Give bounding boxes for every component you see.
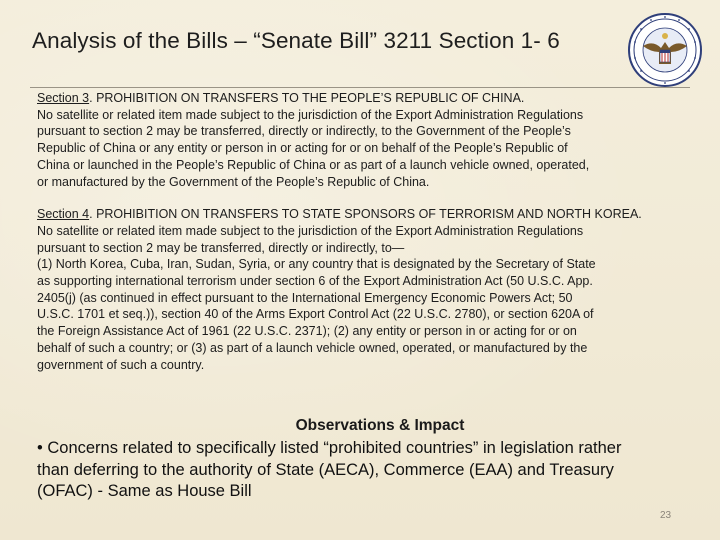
section-4-line: No satellite or related item made subject to the jurisdiction of the Export Administration Regulations bbox=[37, 223, 584, 238]
seal-icon bbox=[627, 12, 703, 88]
page-number: 23 bbox=[660, 510, 672, 521]
section-4-line: the Foreign Assistance Act of 1961 (22 U.S.C. 2371); (2) any entity or person in or acting for or on bbox=[37, 324, 577, 339]
page-title: Analysis of the Bills – “Senate Bill” 3211 Section 1- 6 bbox=[32, 28, 560, 53]
section-4-line: government of such a country. bbox=[37, 357, 205, 372]
observation-line: (OFAC) - Same as House Bill bbox=[37, 482, 252, 500]
section-3-line: China or launched in the People’s Republic of China or as part of a launch vehicle owned, operated, bbox=[37, 157, 590, 172]
observations-text bbox=[37, 438, 697, 503]
section-4 bbox=[37, 206, 697, 373]
section-3 bbox=[37, 90, 697, 190]
section-4-line: pursuant to section 2 may be transferred, directly or indirectly, to— bbox=[37, 240, 405, 255]
observation-line: • Concerns related to specifically listed “prohibited countries” in legislation rather bbox=[37, 439, 622, 457]
section-3-title: . PROHIBITION ON TRANSFERS TO THE PEOPLE’S REPUBLIC OF CHINA. bbox=[89, 91, 525, 105]
section-4-label: Section 4 bbox=[37, 207, 90, 222]
section-4-line: behalf of such a country; or (3) as part of a launch vehicle owned, operated, or manufactured by the bbox=[37, 340, 588, 355]
title-divider bbox=[30, 87, 690, 88]
observation-line: than deferring to the authority of State (AECA), Commerce (EAA) and Treasury bbox=[37, 460, 614, 479]
section-3-line: Republic of China or any entity or person in or acting for or on behalf of the People’s Republic of bbox=[37, 141, 568, 156]
section-3-line: pursuant to section 2 may be transferred, directly or indirectly, to the Government of the People’s bbox=[37, 124, 571, 139]
section-4-line: (1) North Korea, Cuba, Iran, Sudan, Syria, or any country that is designated by the Secretary of State bbox=[37, 257, 596, 272]
section-3-line: No satellite or related item made subject to the jurisdiction of the Export Administration Regulations bbox=[37, 107, 584, 122]
section-3-line: or manufactured by the Government of the People’s Republic of China. bbox=[37, 174, 430, 189]
section-4-line: 2405(j) (as continued in effect pursuant to the International Emergency Economic Powers Act; 50 bbox=[37, 290, 573, 305]
observations-heading: Observations & Impact bbox=[295, 417, 465, 434]
section-4-line: as supporting international terrorism under section 6 of the Export Administration Act (50 U.S.C. App. bbox=[37, 274, 593, 289]
section-4-title: . PROHIBITION ON TRANSFERS TO STATE SPONSORS OF TERRORISM AND NORTH KOREA. bbox=[89, 207, 642, 222]
section-4-line: U.S.C. 1701 et seq.)), section 40 of the Arms Export Control Act (22 U.S.C. 2780), or section 620A of bbox=[37, 307, 594, 322]
section-4-heading bbox=[37, 206, 697, 223]
bill-text bbox=[37, 90, 697, 389]
section-3-label: Section 3 bbox=[37, 91, 90, 105]
section-3-heading bbox=[37, 90, 697, 107]
